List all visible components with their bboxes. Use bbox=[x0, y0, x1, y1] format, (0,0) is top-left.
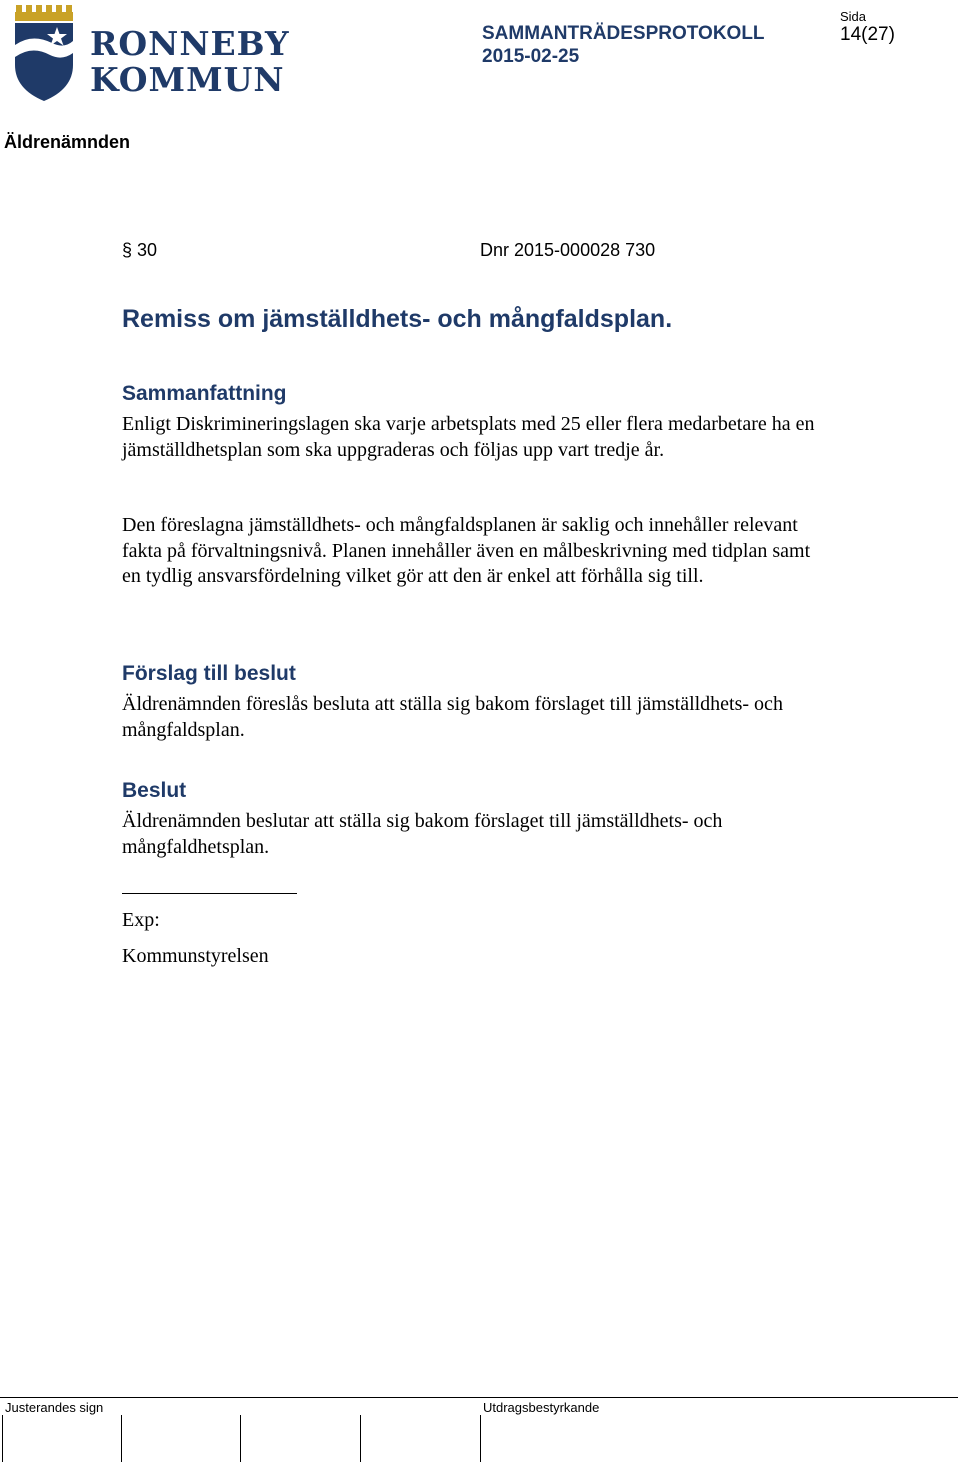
summary-paragraph-1: Enligt Diskrimineringslagen ska varje arbetsplats med 25 eller flera medarbetare ha en jämställdhetsplan som ska uppgraderas och följas upp vart tredje år. bbox=[122, 413, 815, 461]
page-label: Sida bbox=[840, 9, 867, 24]
section-number: § 30 bbox=[122, 240, 158, 260]
signature-box-divider bbox=[240, 1415, 241, 1462]
logo-text-line-2: KOMMUN bbox=[90, 60, 285, 99]
dispatch-recipient: Kommunstyrelsen bbox=[122, 945, 269, 967]
proposal-text: Äldrenämnden föreslås besluta att ställa sig bakom förslaget till jämställdhets- och mångfaldsplan. bbox=[122, 693, 783, 741]
page-number: 14(27) bbox=[840, 24, 895, 45]
dispatch-label: Exp: bbox=[122, 909, 160, 931]
ronneby-kommun-logo bbox=[12, 5, 290, 105]
signature-label: Justerandes sign bbox=[5, 1400, 104, 1415]
decision-heading: Beslut bbox=[122, 779, 187, 802]
case-number: Dnr 2015-000028 730 bbox=[480, 240, 656, 260]
signature-box-divider bbox=[480, 1415, 481, 1462]
committee-name: Äldrenämnden bbox=[4, 132, 131, 152]
meeting-date: 2015-02-25 bbox=[482, 46, 580, 67]
signature-box-divider bbox=[121, 1415, 122, 1462]
certified-label: Utdragsbestyrkande bbox=[483, 1400, 600, 1415]
separator-line bbox=[122, 893, 297, 894]
summary-paragraph-2: Den föreslagna jämställdhets- och mångfaldsplanen är saklig och innehåller relevant fakta på förvaltningsnivå. Planen innehåller även en målbeskrivning med tidplan samt en tydlig ansvarsfördelning vilket gör att den är enkel att förhålla sig till. bbox=[122, 514, 811, 587]
footer-rule bbox=[0, 1397, 958, 1398]
logo-text-line-1: RONNEBY bbox=[90, 24, 290, 63]
signature-box-divider bbox=[360, 1415, 361, 1462]
summary-heading: Sammanfattning bbox=[122, 382, 287, 405]
proposal-heading: Förslag till beslut bbox=[122, 662, 296, 685]
document-type: SAMMANTRÄDESPROTOKOLL bbox=[482, 23, 765, 44]
signature-box-divider bbox=[2, 1415, 3, 1462]
decision-text: Äldrenämnden beslutar att ställa sig bakom förslaget till jämställdhets- och mångfaldhetsplan. bbox=[122, 810, 723, 858]
ronneby-coat-of-arms-icon bbox=[12, 5, 78, 103]
item-title: Remiss om jämställdhets- och mångfaldsplan. bbox=[122, 305, 673, 333]
